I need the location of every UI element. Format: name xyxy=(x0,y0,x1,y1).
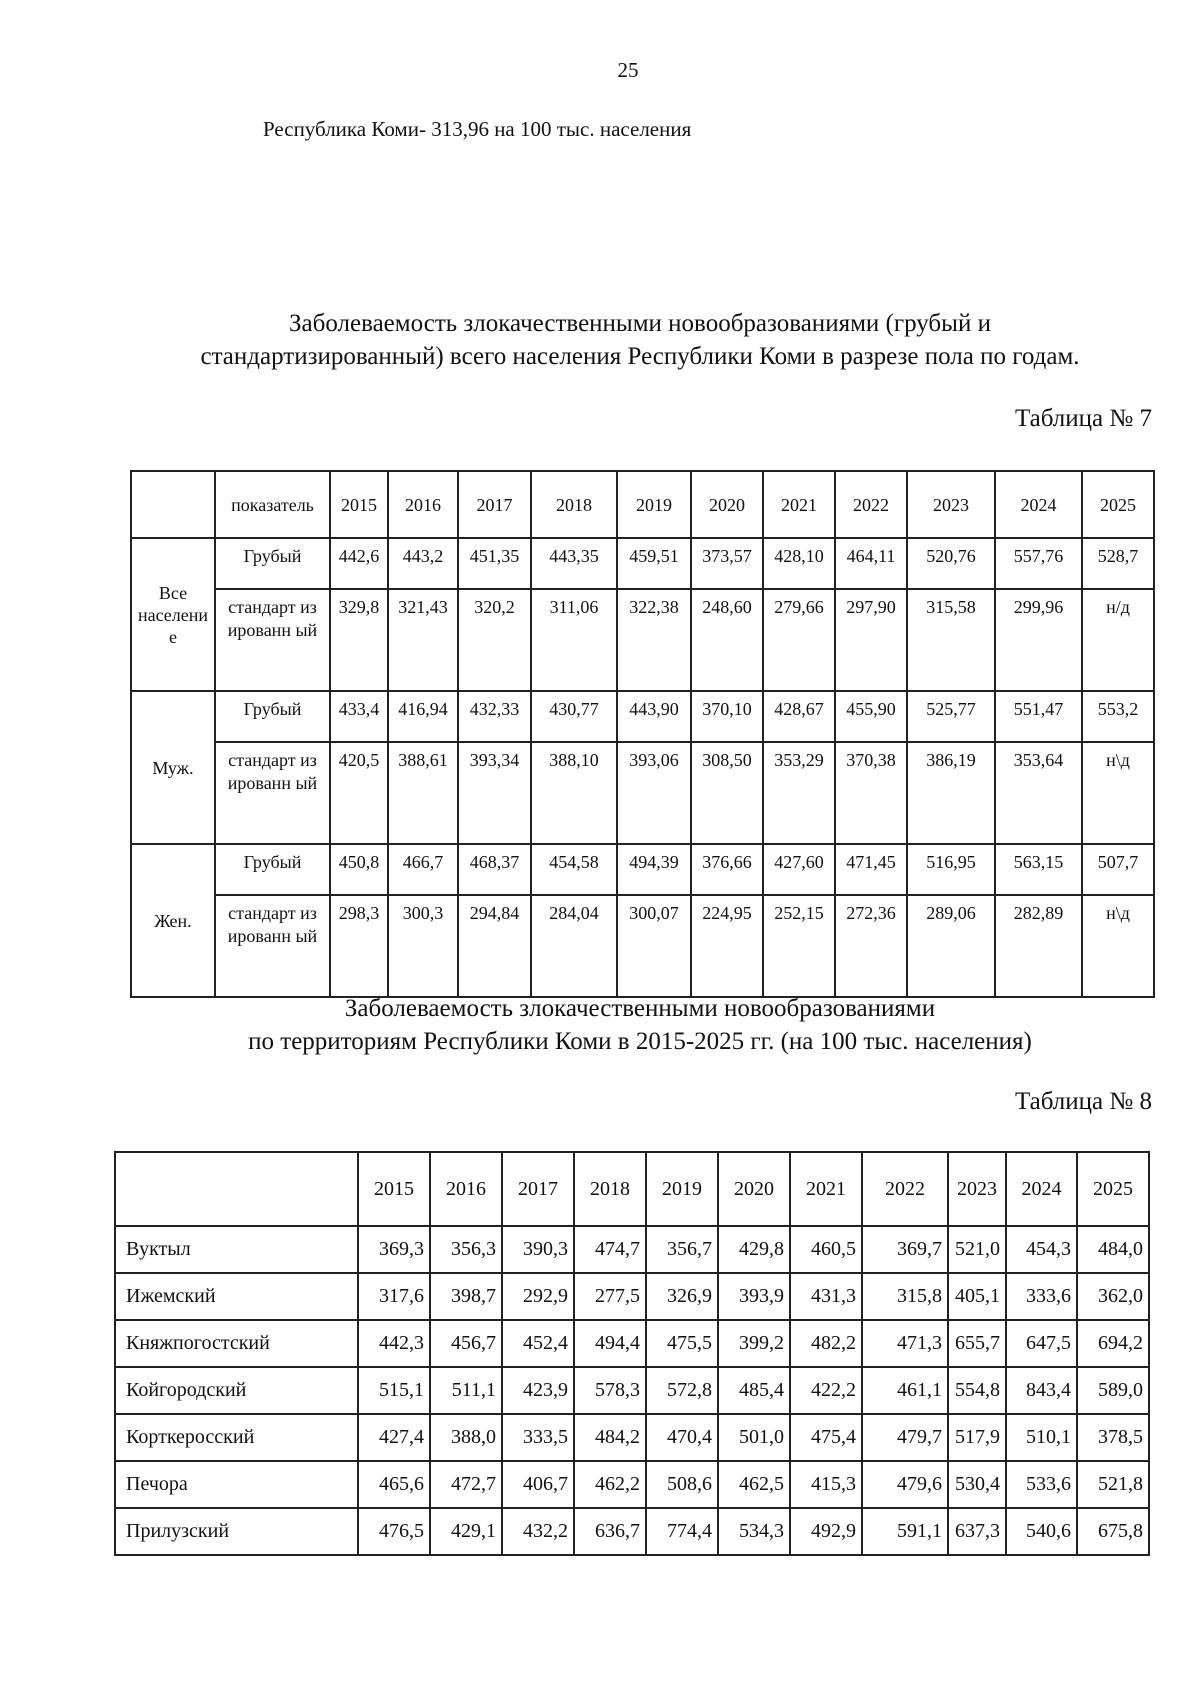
value-cell: 521,0 xyxy=(948,1226,1006,1273)
value-cell: 294,84 xyxy=(458,895,531,997)
table-row xyxy=(115,1508,1149,1555)
year-header: 2019 xyxy=(646,1152,718,1226)
year-header: 2020 xyxy=(718,1152,790,1226)
table-header-row xyxy=(115,1152,1149,1226)
value-cell: 252,15 xyxy=(763,895,835,997)
value-cell: 647,5 xyxy=(1006,1320,1077,1367)
value-cell: 300,3 xyxy=(388,895,458,997)
value-cell: 272,36 xyxy=(835,895,907,997)
value-cell: 433,4 xyxy=(330,691,388,742)
value-cell: 572,8 xyxy=(646,1367,718,1414)
value-cell: н/д xyxy=(1082,589,1154,691)
value-cell: 369,7 xyxy=(862,1226,948,1273)
year-header: 2017 xyxy=(458,471,531,538)
value-cell: 420,5 xyxy=(330,742,388,844)
value-cell: 554,8 xyxy=(948,1367,1006,1414)
value-cell: 428,67 xyxy=(763,691,835,742)
value-cell: 431,3 xyxy=(790,1273,862,1320)
territory-name: Печора xyxy=(115,1461,358,1508)
value-cell: 459,51 xyxy=(617,538,691,589)
value-cell: 292,9 xyxy=(502,1273,574,1320)
value-cell: 393,06 xyxy=(617,742,691,844)
value-cell: 462,5 xyxy=(718,1461,790,1508)
value-cell: 494,4 xyxy=(574,1320,646,1367)
value-cell: н\д xyxy=(1082,742,1154,844)
table-label-8: Таблица № 8 xyxy=(1014,1088,1152,1115)
value-cell: 356,7 xyxy=(646,1226,718,1273)
value-cell: 479,6 xyxy=(862,1461,948,1508)
value-cell: 299,96 xyxy=(995,589,1082,691)
value-cell: 322,38 xyxy=(617,589,691,691)
value-cell: 406,7 xyxy=(502,1461,574,1508)
value-cell: 507,7 xyxy=(1082,844,1154,895)
section-title-2 xyxy=(40,992,1200,1058)
value-cell: 390,3 xyxy=(502,1226,574,1273)
value-cell: 315,58 xyxy=(907,589,995,691)
value-cell: 398,7 xyxy=(430,1273,502,1320)
value-cell: 520,76 xyxy=(907,538,995,589)
value-cell: 300,07 xyxy=(617,895,691,997)
indicator-cell: стандарт из ированн ый xyxy=(215,742,330,844)
value-cell: 492,9 xyxy=(790,1508,862,1555)
gender-incidence-table xyxy=(130,470,1155,998)
page-number: 25 xyxy=(617,58,639,82)
value-cell: 476,5 xyxy=(358,1508,430,1555)
table-row xyxy=(115,1320,1149,1367)
section-title-2-line-1: Заболеваемость злокачественными новообразованиями xyxy=(344,995,936,1022)
value-cell: 393,9 xyxy=(718,1273,790,1320)
value-cell: 422,2 xyxy=(790,1367,862,1414)
value-cell: 510,1 xyxy=(1006,1414,1077,1461)
value-cell: 308,50 xyxy=(691,742,763,844)
value-cell: 405,1 xyxy=(948,1273,1006,1320)
territory-name: Ижемский xyxy=(115,1273,358,1320)
value-cell: 494,39 xyxy=(617,844,691,895)
table-corner-cell xyxy=(131,471,215,538)
value-cell: 501,0 xyxy=(718,1414,790,1461)
value-cell: 388,0 xyxy=(430,1414,502,1461)
table-row xyxy=(131,844,1154,895)
year-header: 2022 xyxy=(862,1152,948,1226)
value-cell: 224,95 xyxy=(691,895,763,997)
value-cell: 455,90 xyxy=(835,691,907,742)
value-cell: 388,10 xyxy=(531,742,617,844)
value-cell: 369,3 xyxy=(358,1226,430,1273)
table-row xyxy=(131,742,1154,844)
value-cell: 428,10 xyxy=(763,538,835,589)
indicator-cell: стандарт из ированн ый xyxy=(215,895,330,997)
year-header: 2015 xyxy=(330,471,388,538)
value-cell: 508,6 xyxy=(646,1461,718,1508)
indicator-cell: стандарт из ированн ый xyxy=(215,589,330,691)
value-cell: 484,0 xyxy=(1077,1226,1149,1273)
value-cell: 475,4 xyxy=(790,1414,862,1461)
value-cell: 370,10 xyxy=(691,691,763,742)
value-cell: 461,1 xyxy=(862,1367,948,1414)
territory-name: Прилузский xyxy=(115,1508,358,1555)
indicator-cell: Грубый xyxy=(215,844,330,895)
value-cell: 482,2 xyxy=(790,1320,862,1367)
value-cell: 528,7 xyxy=(1082,538,1154,589)
value-cell: 320,2 xyxy=(458,589,531,691)
value-cell: 370,38 xyxy=(835,742,907,844)
value-cell: 284,04 xyxy=(531,895,617,997)
table-header-row xyxy=(131,471,1154,538)
value-cell: 655,7 xyxy=(948,1320,1006,1367)
table-row xyxy=(131,691,1154,742)
table-row xyxy=(115,1367,1149,1414)
value-cell: 362,0 xyxy=(1077,1273,1149,1320)
year-header: 2017 xyxy=(502,1152,574,1226)
value-cell: 356,3 xyxy=(430,1226,502,1273)
value-cell: 442,6 xyxy=(330,538,388,589)
value-cell: 298,3 xyxy=(330,895,388,997)
intro-line: Республика Коми- 313,96 на 100 тыс. населения xyxy=(263,117,692,141)
value-cell: 315,8 xyxy=(862,1273,948,1320)
value-cell: 430,77 xyxy=(531,691,617,742)
value-cell: 521,8 xyxy=(1077,1461,1149,1508)
value-cell: 551,47 xyxy=(995,691,1082,742)
year-header: 2024 xyxy=(1006,1152,1077,1226)
table-row xyxy=(115,1226,1149,1273)
value-cell: 525,77 xyxy=(907,691,995,742)
value-cell: 416,94 xyxy=(388,691,458,742)
value-cell: 479,7 xyxy=(862,1414,948,1461)
value-cell: 429,8 xyxy=(718,1226,790,1273)
value-cell: 540,6 xyxy=(1006,1508,1077,1555)
year-header: 2015 xyxy=(358,1152,430,1226)
value-cell: 388,61 xyxy=(388,742,458,844)
value-cell: 694,2 xyxy=(1077,1320,1149,1367)
value-cell: 466,7 xyxy=(388,844,458,895)
group-label: Муж. xyxy=(131,691,215,844)
value-cell: 451,35 xyxy=(458,538,531,589)
value-cell: 432,33 xyxy=(458,691,531,742)
value-cell: 470,4 xyxy=(646,1414,718,1461)
value-cell: 511,1 xyxy=(430,1367,502,1414)
value-cell: 591,1 xyxy=(862,1508,948,1555)
value-cell: 464,11 xyxy=(835,538,907,589)
value-cell: 443,35 xyxy=(531,538,617,589)
section-title-1 xyxy=(40,307,1200,373)
year-header: 2018 xyxy=(531,471,617,538)
value-cell: 474,7 xyxy=(574,1226,646,1273)
value-cell: 452,4 xyxy=(502,1320,574,1367)
value-cell: 432,2 xyxy=(502,1508,574,1555)
value-cell: 373,57 xyxy=(691,538,763,589)
value-cell: 353,29 xyxy=(763,742,835,844)
value-cell: 277,5 xyxy=(574,1273,646,1320)
value-cell: 675,8 xyxy=(1077,1508,1149,1555)
value-cell: 399,2 xyxy=(718,1320,790,1367)
value-cell: 637,3 xyxy=(948,1508,1006,1555)
value-cell: 376,66 xyxy=(691,844,763,895)
value-cell: 471,3 xyxy=(862,1320,948,1367)
section-title-1-line-1: Заболеваемость злокачественными новообразованиями (грубый и xyxy=(289,310,991,337)
table-row xyxy=(115,1414,1149,1461)
year-header: 2022 xyxy=(835,471,907,538)
value-cell: 443,2 xyxy=(388,538,458,589)
value-cell: 279,66 xyxy=(763,589,835,691)
value-cell: 454,3 xyxy=(1006,1226,1077,1273)
value-cell: 456,7 xyxy=(430,1320,502,1367)
value-cell: 557,76 xyxy=(995,538,1082,589)
value-cell: 516,95 xyxy=(907,844,995,895)
table-row xyxy=(131,895,1154,997)
value-cell: 321,43 xyxy=(388,589,458,691)
value-cell: 454,58 xyxy=(531,844,617,895)
value-cell: 471,45 xyxy=(835,844,907,895)
value-cell: 333,6 xyxy=(1006,1273,1077,1320)
territory-name: Койгородский xyxy=(115,1367,358,1414)
section-title-2-line-2: по территориям Республики Коми в 2015-2025 гг. (на 100 тыс. населения) xyxy=(248,1028,1032,1055)
value-cell: 533,6 xyxy=(1006,1461,1077,1508)
group-label: Жен. xyxy=(131,844,215,997)
value-cell: 534,3 xyxy=(718,1508,790,1555)
value-cell: 333,5 xyxy=(502,1414,574,1461)
territory-name: Княжпогостский xyxy=(115,1320,358,1367)
value-cell: 472,7 xyxy=(430,1461,502,1508)
value-cell: 317,6 xyxy=(358,1273,430,1320)
table-row xyxy=(131,538,1154,589)
value-cell: 484,2 xyxy=(574,1414,646,1461)
table-row xyxy=(115,1461,1149,1508)
group-label: Все населени е xyxy=(131,538,215,691)
year-header: 2023 xyxy=(948,1152,1006,1226)
table-row xyxy=(131,589,1154,691)
value-cell: 393,34 xyxy=(458,742,531,844)
value-cell: 297,90 xyxy=(835,589,907,691)
value-cell: 282,89 xyxy=(995,895,1082,997)
territory-incidence-table xyxy=(114,1151,1150,1556)
value-cell: н\д xyxy=(1082,895,1154,997)
value-cell: 485,4 xyxy=(718,1367,790,1414)
section-title-1-line-2: стандартизированный) всего населения Республики Коми в разрезе пола по годам. xyxy=(200,343,1080,370)
year-header: 2019 xyxy=(617,471,691,538)
value-cell: 289,06 xyxy=(907,895,995,997)
value-cell: 636,7 xyxy=(574,1508,646,1555)
table-row xyxy=(115,1273,1149,1320)
value-cell: 517,9 xyxy=(948,1414,1006,1461)
year-header: 2021 xyxy=(790,1152,862,1226)
value-cell: 843,4 xyxy=(1006,1367,1077,1414)
value-cell: 442,3 xyxy=(358,1320,430,1367)
territory-name: Корткеросский xyxy=(115,1414,358,1461)
value-cell: 578,3 xyxy=(574,1367,646,1414)
year-header: 2020 xyxy=(691,471,763,538)
indicator-cell: Грубый xyxy=(215,538,330,589)
value-cell: 443,90 xyxy=(617,691,691,742)
value-cell: 563,15 xyxy=(995,844,1082,895)
year-header: 2021 xyxy=(763,471,835,538)
value-cell: 427,4 xyxy=(358,1414,430,1461)
value-cell: 462,2 xyxy=(574,1461,646,1508)
value-cell: 468,37 xyxy=(458,844,531,895)
value-cell: 311,06 xyxy=(531,589,617,691)
value-cell: 423,9 xyxy=(502,1367,574,1414)
year-header: 2024 xyxy=(995,471,1082,538)
value-cell: 353,64 xyxy=(995,742,1082,844)
value-cell: 530,4 xyxy=(948,1461,1006,1508)
year-header: 2025 xyxy=(1077,1152,1149,1226)
value-cell: 329,8 xyxy=(330,589,388,691)
table-corner-cell xyxy=(115,1152,358,1226)
value-cell: 553,2 xyxy=(1082,691,1154,742)
indicator-cell: Грубый xyxy=(215,691,330,742)
value-cell: 427,60 xyxy=(763,844,835,895)
value-cell: 450,8 xyxy=(330,844,388,895)
year-header: 2016 xyxy=(430,1152,502,1226)
year-header: 2018 xyxy=(574,1152,646,1226)
year-header: 2023 xyxy=(907,471,995,538)
value-cell: 248,60 xyxy=(691,589,763,691)
value-cell: 475,5 xyxy=(646,1320,718,1367)
territory-name: Вуктыл xyxy=(115,1226,358,1273)
value-cell: 589,0 xyxy=(1077,1367,1149,1414)
value-cell: 515,1 xyxy=(358,1367,430,1414)
year-header: 2025 xyxy=(1082,471,1154,538)
value-cell: 429,1 xyxy=(430,1508,502,1555)
table-label-7: Таблица № 7 xyxy=(1014,405,1152,432)
value-cell: 378,5 xyxy=(1077,1414,1149,1461)
value-cell: 326,9 xyxy=(646,1273,718,1320)
indicator-header: показатель xyxy=(215,471,330,538)
year-header: 2016 xyxy=(388,471,458,538)
value-cell: 386,19 xyxy=(907,742,995,844)
value-cell: 774,4 xyxy=(646,1508,718,1555)
value-cell: 460,5 xyxy=(790,1226,862,1273)
value-cell: 465,6 xyxy=(358,1461,430,1508)
value-cell: 415,3 xyxy=(790,1461,862,1508)
